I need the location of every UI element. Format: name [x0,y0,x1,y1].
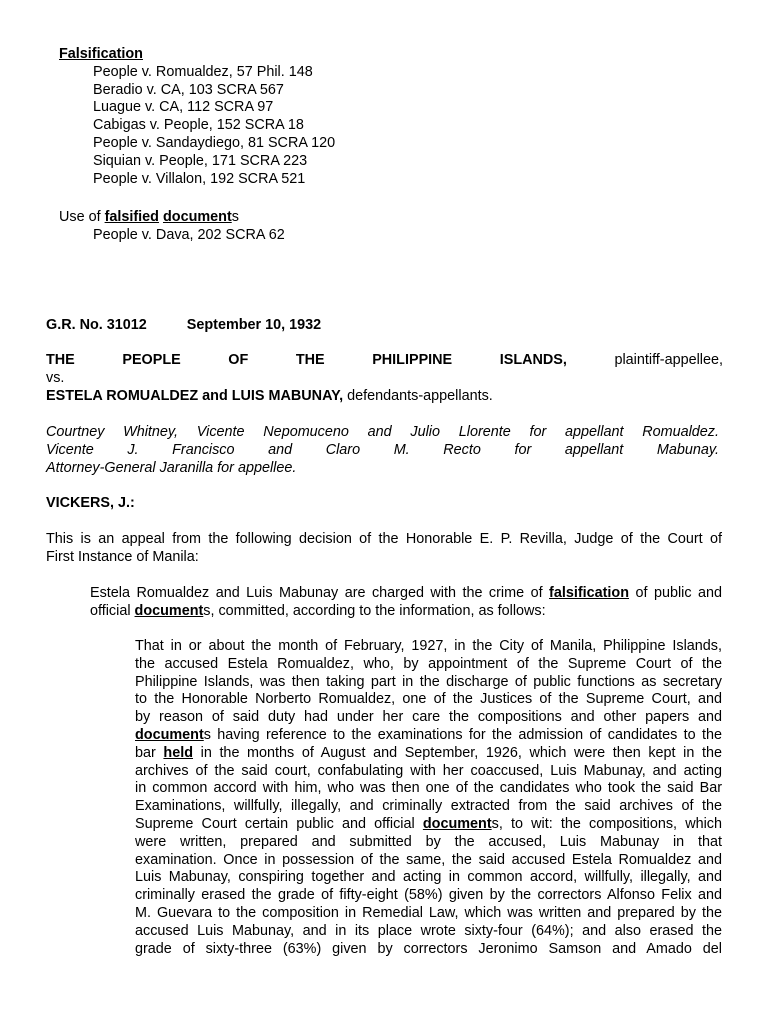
case-citation: Siquian v. People, 171 SCRA 223 [93,152,308,169]
use-of-falsified-documents [59,209,479,245]
paragraph-line: M. Guevara to the composition in Remedial Law, which was written and prepared by the [135,904,722,921]
keyword-document: document [135,726,204,743]
text-run: in the months of August and September, 1926, which were then kept in the [193,744,722,761]
defendants-line [46,388,723,406]
text-run: s having reference to the examinations for the admission of candidates to the [203,726,722,743]
counsel-line: Vicente J. Francisco and Claro M. Recto for appellant Mabunay. [46,441,719,458]
defendants-role: defendants-appellants. [347,387,493,404]
case-citation: Cabigas v. People, 152 SCRA 18 [93,117,304,134]
case-citation: People v. Villalon, 192 SCRA 521 [93,170,306,187]
keyword-held: held [163,744,194,761]
ponente [46,495,346,513]
gr-number: G.R. No. 31012 [46,317,147,333]
paragraph-line: First Instance of Manila: [46,548,199,565]
plaintiff-name: THE PEOPLE OF THE PHILIPPINE ISLANDS, [46,352,567,368]
paragraph-line: by reason of said duty had under her care the compositions and other papers and [135,709,722,726]
text-run: s, to wit: the compositions, which [491,815,722,832]
parties [46,352,723,405]
text-run: official [90,602,135,619]
text-run: bar [135,744,164,761]
case-citation: People v. Sandaydiego, 81 SCRA 120 [93,134,336,151]
use-heading [59,209,479,227]
paragraph-line: criminally erased the grade of fifty-eight (58%) given by the correctors Alfonso Felix and [135,887,722,904]
paragraph-line: Luis Mabunay, conspiring together and acting in common accord, willfully, illegally, and [135,869,722,886]
case-citation: Beradio v. CA, 103 SCRA 567 [93,81,284,98]
text-run: of public and [629,585,723,601]
counsel-line: Courtney Whitney, Vicente Nepomuceno and Julio Llorente for appellant Romualdez. [46,424,719,440]
defendants-names: ESTELA ROMUALDEZ and LUIS MABUNAY, [46,387,344,404]
keyword-document: document [134,602,204,619]
plaintiff-role: plaintiff-appellee, [614,352,724,368]
paragraph-line: were written, prepared and submitted by the accused, Luis Mabunay in that [135,833,722,850]
information-quote [135,638,722,958]
text-run: Supreme Court certain public and official [135,815,423,832]
text-run: s, committed, according to the information, as follows: [203,602,546,619]
paragraph-line [135,727,722,745]
text-run: Estela Romualdez and Luis Mabunay are charged with the crime of [90,585,550,601]
paragraph-line: in common accord with him, who was then one of the candidates who took the said Bar [135,780,722,797]
paragraph-line: This is an appeal from the following decision of the Honorable E. P. Revilla, Judge of the Court of [46,531,722,547]
paragraph-line [135,816,722,834]
ponente-name: VICKERS, J.: [46,495,135,511]
use-heading-suffix: s [231,209,239,225]
counsel [46,424,719,477]
versus: vs. [46,369,65,386]
counsel-line: Attorney-General Jaranilla for appellee. [46,459,297,476]
index-heading: Falsification [59,46,143,62]
keyword-document: document [162,209,232,225]
charge-paragraph [90,585,722,621]
case-citation: People v. Romualdez, 57 Phil. 148 [93,63,313,80]
use-heading-prefix: Use of [59,209,105,225]
paragraph-line [90,603,722,621]
keyword-document: document [422,815,492,832]
intro-paragraph [46,531,722,567]
paragraph-line: archives of the said court, confabulating with her coaccused, Luis Mabunay, and acting [135,762,722,779]
paragraph-line: Examinations, willfully, illegally, and criminally extracted from the said archives of the [135,798,722,815]
case-header [46,317,546,335]
paragraph-line: examination. Once in possession of the same, the said accused Estela Romualdez and [135,851,722,868]
paragraph-line [90,585,722,603]
keyword-falsified: falsified [104,209,159,225]
paragraph-line [135,745,722,763]
paragraph-line: the accused Estela Romualdez, who, by appointment of the Supreme Court of the [135,655,722,672]
paragraph-line: That in or about the month of February, 1927, in the City of Manila, Philippine Islands, [135,638,722,654]
case-citation: Luague v. CA, 112 SCRA 97 [93,99,274,116]
paragraph-line: grade of sixty-three (63%) given by correctors Jeronimo Samson and Amado del [135,940,722,957]
paragraph-line: to the Honorable Norberto Romualdez, one of the Justices of the Supreme Court, and [135,691,722,708]
case-citation: People v. Dava, 202 SCRA 62 [93,226,285,243]
case-index [59,46,479,188]
decision-date: September 10, 1932 [186,317,322,333]
paragraph-line: Philippine Islands, was then taking part in the discharge of public functions as secretary [135,673,722,690]
keyword-falsification: falsification [549,585,630,601]
plaintiff-line [46,352,723,370]
paragraph-line: accused Luis Mabunay, and in its place wrote sixty-four (64%); and also erased the [135,922,722,939]
